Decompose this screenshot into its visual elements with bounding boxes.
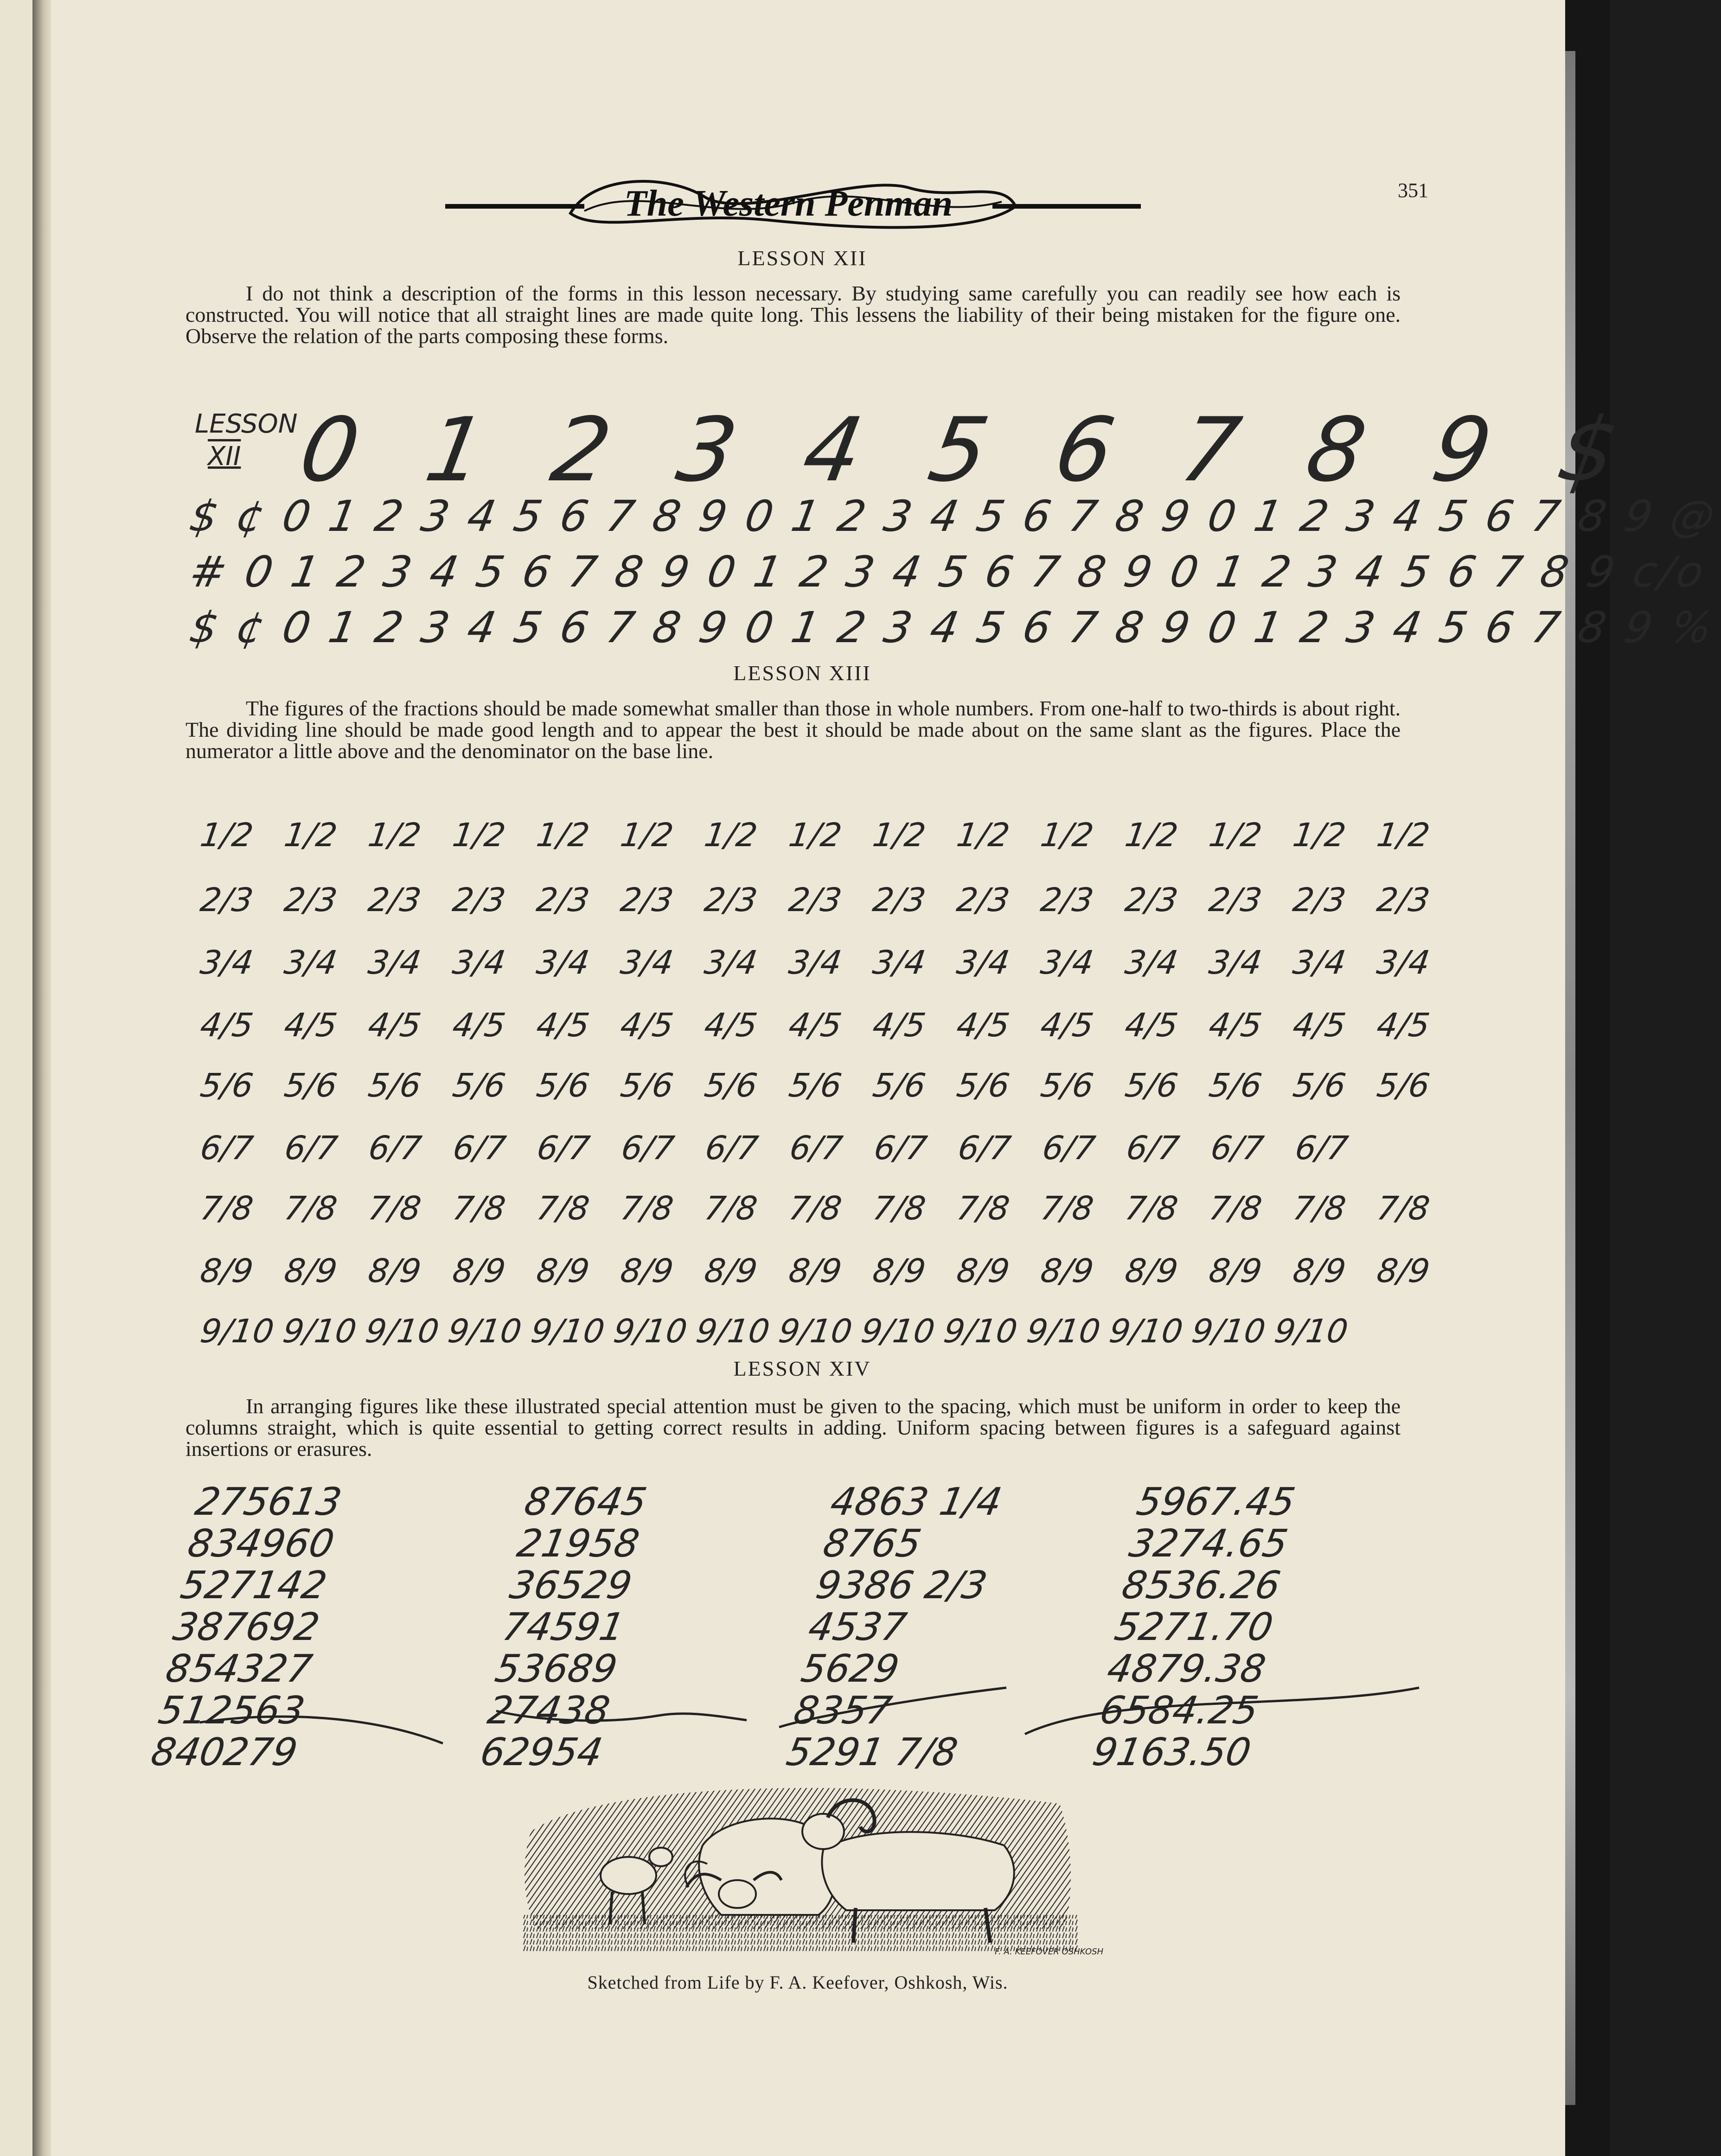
fraction: 3/4: [870, 944, 928, 982]
fraction: 3/4: [1206, 944, 1264, 982]
fraction: 5/6: [450, 1066, 508, 1104]
column-entry: 854327: [162, 1647, 316, 1691]
fraction: 5/6: [870, 1066, 928, 1104]
fraction: 8/9: [870, 1252, 928, 1290]
fraction: 8/9: [618, 1252, 676, 1290]
fraction: 3/4: [1375, 944, 1433, 982]
fraction: 5/6: [618, 1066, 676, 1104]
fraction: 5/6: [282, 1066, 340, 1104]
fraction: 9/10: [1189, 1312, 1268, 1350]
fraction: 5/6: [786, 1066, 844, 1104]
lesson-xiii-heading: LESSON XIII: [733, 661, 871, 685]
fraction: 6/7: [198, 1129, 256, 1167]
fraction: 4/5: [702, 1006, 760, 1044]
fraction: 9/10: [693, 1312, 772, 1350]
fraction: 4/5: [198, 1006, 256, 1044]
fraction: 2/3: [450, 881, 508, 919]
fraction: 2/3: [282, 881, 340, 919]
previous-page-edge: [0, 0, 32, 2156]
fraction: 3/4: [1290, 944, 1349, 982]
figure-drill-row: # 0 1 2 3 4 5 6 7 8 9 0 1 2 3 4 5 6 7 8 9 0 1 2 3 4 5 6 7 8 9 c/o: [186, 547, 1710, 597]
fraction: 7/8: [1375, 1189, 1433, 1227]
fraction: 1/2: [450, 816, 508, 854]
fraction: 2/3: [198, 881, 256, 919]
fraction: 3/4: [534, 944, 592, 982]
fraction: 7/8: [786, 1189, 844, 1227]
fraction: 5/6: [1290, 1066, 1349, 1104]
column-entry: 53689: [492, 1647, 621, 1691]
fraction: 2/3: [366, 881, 424, 919]
fraction: 3/4: [366, 944, 424, 982]
column-entry: 6584.25: [1096, 1689, 1262, 1733]
fraction: 6/7: [871, 1129, 929, 1167]
fraction: 1/2: [954, 816, 1012, 854]
fraction: 7/8: [702, 1189, 760, 1227]
fraction: 3/4: [786, 944, 844, 982]
fraction: 7/8: [534, 1189, 592, 1227]
fraction: 2/3: [1206, 881, 1264, 919]
fraction: 4/5: [1122, 1006, 1180, 1044]
fraction-row: [198, 1189, 1433, 1245]
column-entry: 4537: [805, 1605, 910, 1649]
fraction: 8/9: [1206, 1252, 1264, 1290]
fraction: 1/2: [198, 816, 256, 854]
figure-drill-row: $ ¢ 0 1 2 3 4 5 6 7 8 9 0 1 2 3 4 5 6 7 8 9 0 1 2 3 4 5 6 7 8 9 %: [186, 603, 1719, 652]
fraction: 5/6: [1122, 1066, 1180, 1104]
fraction: 6/7: [366, 1129, 424, 1167]
fraction: 6/7: [1040, 1129, 1098, 1167]
fraction-row: [198, 816, 1433, 872]
fraction: 9/10: [611, 1312, 690, 1350]
fraction: 9/10: [198, 1312, 276, 1350]
number-column: [477, 1481, 788, 1773]
lesson-xiii-text: The figures of the fractions should be made somewhat smaller than those in whole numbers. From one-half to two-thirds is about right. The dividing line should be made good length and to appear the best it should be made about on the same slant as the figures. Place the numerator a little above and the denominator on the base line.: [186, 696, 1401, 763]
fraction: 1/2: [534, 816, 592, 854]
goats-illustration: [503, 1776, 1104, 1957]
fraction: 7/8: [282, 1189, 340, 1227]
fraction: 6/7: [450, 1129, 508, 1167]
fraction-row: [198, 1006, 1433, 1062]
figure-drill-row: $ ¢ 0 1 2 3 4 5 6 7 8 9 0 1 2 3 4 5 6 7 8 9 0 1 2 3 4 5 6 7 8 9 @: [186, 491, 1721, 541]
fraction: 6/7: [787, 1129, 845, 1167]
lesson-xii-text: I do not think a description of the forms in this lesson necessary. By studying same carefully you can readily see how each is constructed. You will notice that all straight lines are made quite long. This lessens the liability of their being mistaken for the figure one. Observe the relation of the parts composing these forms.: [186, 281, 1401, 348]
fraction-row: [198, 944, 1433, 999]
fraction: 9/10: [363, 1312, 441, 1350]
fraction: 6/7: [535, 1129, 593, 1167]
fraction: 6/7: [1292, 1129, 1350, 1167]
fraction: 4/5: [1038, 1006, 1096, 1044]
fraction: 7/8: [954, 1189, 1012, 1227]
fraction: 3/4: [618, 944, 676, 982]
fraction: 1/2: [870, 816, 928, 854]
fraction: 1/2: [702, 816, 760, 854]
fraction: 7/8: [198, 1189, 256, 1227]
column-entry: 9386 2/3: [813, 1563, 991, 1607]
column-entry: 840279: [147, 1730, 301, 1774]
fraction: 1/2: [1375, 816, 1433, 854]
scan-color-strip: [1565, 51, 1575, 2105]
fraction: 8/9: [1375, 1252, 1433, 1290]
column-entry: 87645: [521, 1480, 650, 1524]
illustration-caption: Sketched from Life by F. A. Keefover, Oshkosh, Wis.: [587, 1972, 1008, 1993]
fraction: 7/8: [870, 1189, 928, 1227]
fraction: 5/6: [1038, 1066, 1096, 1104]
fraction: 9/10: [776, 1312, 855, 1350]
fraction: 4/5: [786, 1006, 844, 1044]
lesson-xiv-heading: LESSON XIV: [733, 1357, 871, 1380]
fraction: 2/3: [702, 881, 760, 919]
fraction: 1/2: [1038, 816, 1096, 854]
column-entry: 275613: [192, 1480, 345, 1524]
fraction: 1/2: [366, 816, 424, 854]
fraction: 7/8: [450, 1189, 508, 1227]
column-entry: 4863 1/4: [827, 1480, 1005, 1524]
fraction: 7/8: [1038, 1189, 1096, 1227]
lesson-label-word: LESSON: [195, 409, 298, 439]
column-entry: 8765: [819, 1522, 925, 1566]
fraction: 8/9: [1122, 1252, 1180, 1290]
fraction: 7/8: [1206, 1189, 1264, 1227]
number-column: [148, 1481, 459, 1773]
column-entry: 21958: [513, 1522, 643, 1566]
fraction: 4/5: [618, 1006, 676, 1044]
fraction: 9/10: [281, 1312, 359, 1350]
number-column: [1089, 1481, 1401, 1773]
fraction: 1/2: [1206, 816, 1264, 854]
fraction: 2/3: [954, 881, 1012, 919]
fraction: 1/2: [786, 816, 844, 854]
fraction: 9/10: [1024, 1312, 1103, 1350]
fraction: 2/3: [1122, 881, 1180, 919]
masthead-logo: [445, 169, 1141, 239]
column-entry: 8357: [790, 1689, 895, 1733]
page-number: 351: [1398, 179, 1428, 202]
column-entry: 387692: [170, 1605, 323, 1649]
column-entry: 5967.45: [1133, 1480, 1299, 1524]
lesson-label-number: XII: [208, 441, 241, 472]
fraction: 4/5: [366, 1006, 424, 1044]
fraction: 4/5: [1375, 1006, 1433, 1044]
book-gutter: [32, 0, 51, 2156]
fraction: 7/8: [366, 1189, 424, 1227]
lesson-xii-heading: LESSON XII: [737, 246, 867, 270]
fraction: 6/7: [956, 1129, 1014, 1167]
fraction: 6/7: [619, 1129, 677, 1167]
fraction: 4/5: [282, 1006, 340, 1044]
fraction: 8/9: [198, 1252, 256, 1290]
fraction: 3/4: [1122, 944, 1180, 982]
fraction-row: [198, 1252, 1433, 1308]
column-entry: 8536.26: [1119, 1563, 1284, 1607]
lesson-xii-label: [195, 408, 298, 473]
fraction: 2/3: [1038, 881, 1096, 919]
fraction: 3/4: [198, 944, 256, 982]
fraction: 8/9: [534, 1252, 592, 1290]
fraction: 7/8: [1290, 1189, 1349, 1227]
fraction: 5/6: [534, 1066, 592, 1104]
fraction: 2/3: [618, 881, 676, 919]
fraction: 6/7: [282, 1129, 340, 1167]
fraction: 9/10: [941, 1312, 1020, 1350]
fraction-row: [198, 1129, 1350, 1185]
fraction: 4/5: [1206, 1006, 1264, 1044]
column-entry: 9163.50: [1089, 1730, 1254, 1774]
fraction: 9/10: [1272, 1312, 1350, 1350]
fraction: 5/6: [1375, 1066, 1433, 1104]
fraction: 4/5: [870, 1006, 928, 1044]
fraction: 3/4: [282, 944, 340, 982]
fraction: 6/7: [1208, 1129, 1267, 1167]
fraction: 8/9: [1038, 1252, 1096, 1290]
fraction: 9/10: [1107, 1312, 1185, 1350]
fraction: 2/3: [1290, 881, 1349, 919]
fraction: 1/2: [1290, 816, 1349, 854]
column-entry: 527142: [177, 1563, 330, 1607]
fraction: 5/6: [198, 1066, 256, 1104]
large-model-digits: 0 1 2 3 4 5 6 7 8 9 $: [293, 399, 1646, 501]
fraction: 5/6: [702, 1066, 760, 1104]
fraction: 3/4: [702, 944, 760, 982]
lesson-xiv-text: In arranging figures like these illustrated special attention must be given to the spacing, which must be uniform in order to keep the columns straight, which is quite essential to getting correct results in adding. Uniform spacing between figures is a safeguard against insertions or erasures.: [186, 1394, 1401, 1461]
fraction-row: [198, 1066, 1433, 1122]
column-entry: 36529: [506, 1563, 635, 1607]
masthead-title: The Western Penman: [624, 183, 953, 224]
artist-signature: F. A. KEEFOVER OSHKOSH: [995, 1947, 1104, 1957]
fraction: 3/4: [954, 944, 1012, 982]
fraction-row: [198, 881, 1433, 937]
fraction: 8/9: [366, 1252, 424, 1290]
fraction: 8/9: [1290, 1252, 1349, 1290]
fraction: 1/2: [282, 816, 340, 854]
fraction: 4/5: [450, 1006, 508, 1044]
fraction: 5/6: [1206, 1066, 1264, 1104]
fraction: 5/6: [954, 1066, 1012, 1104]
column-entry: 834960: [184, 1522, 338, 1566]
fraction: 2/3: [1375, 881, 1433, 919]
fraction: 2/3: [786, 881, 844, 919]
fraction: 8/9: [702, 1252, 760, 1290]
fraction: 9/10: [859, 1312, 937, 1350]
number-column: [783, 1481, 1094, 1773]
fraction: 6/7: [703, 1129, 761, 1167]
fraction: 8/9: [450, 1252, 508, 1290]
fraction: 5/6: [366, 1066, 424, 1104]
fraction: 1/2: [1122, 816, 1180, 854]
fraction: 3/4: [1038, 944, 1096, 982]
column-entry: 3274.65: [1126, 1522, 1291, 1566]
fraction: 6/7: [1124, 1129, 1182, 1167]
column-entry: 74591: [499, 1605, 628, 1649]
column-entry: 512563: [155, 1689, 308, 1733]
fraction: 9/10: [446, 1312, 525, 1350]
column-entry: 4879.38: [1104, 1647, 1269, 1691]
column-entry: 5629: [798, 1647, 902, 1691]
fraction: 7/8: [1122, 1189, 1180, 1227]
fraction: 8/9: [282, 1252, 340, 1290]
fraction: 4/5: [1290, 1006, 1349, 1044]
column-entry: 5291 7/8: [783, 1730, 961, 1774]
fraction: 2/3: [534, 881, 592, 919]
fraction: 4/5: [954, 1006, 1012, 1044]
fraction: 1/2: [618, 816, 676, 854]
column-entry: 62954: [477, 1730, 606, 1774]
fraction: 7/8: [618, 1189, 676, 1227]
fraction: 8/9: [786, 1252, 844, 1290]
fraction: 3/4: [450, 944, 508, 982]
column-entry: 5271.70: [1111, 1605, 1277, 1649]
column-entry: 27438: [484, 1689, 614, 1733]
fraction: 2/3: [870, 881, 928, 919]
fraction: 4/5: [534, 1006, 592, 1044]
fraction: 8/9: [954, 1252, 1012, 1290]
fraction: 9/10: [528, 1312, 607, 1350]
